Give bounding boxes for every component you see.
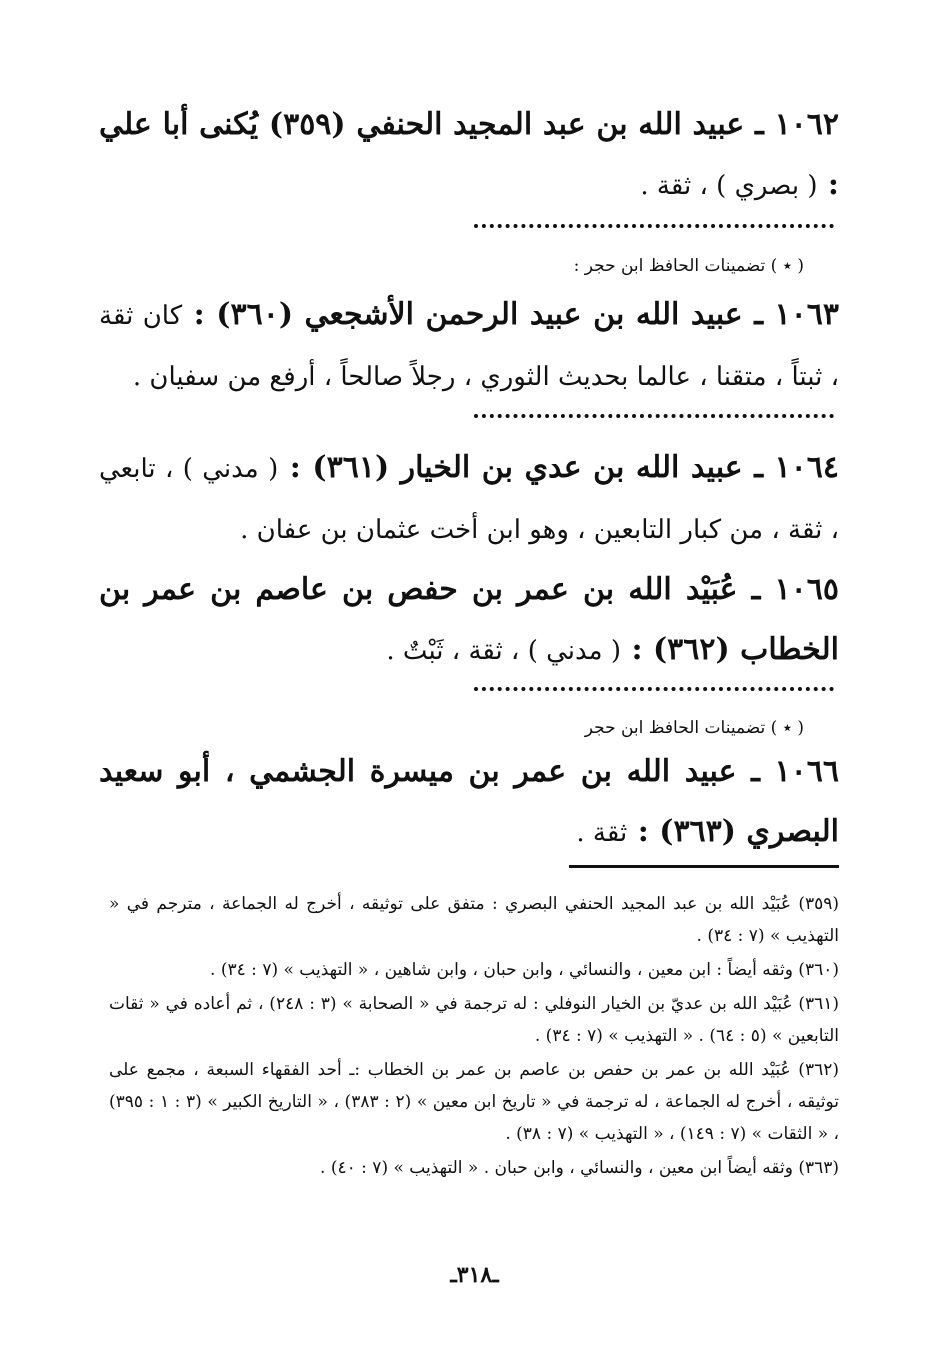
footnote-363: (٣٦٣) وثقه أيضاً ابن معين ، والنسائي ، وابن حبان . « التهذيب » (٧ : ٤٠) . xyxy=(320,1158,839,1178)
entry-text: ( بصري ) ، ثقة . xyxy=(640,171,818,201)
entry-text: ثقة . xyxy=(576,818,628,848)
editor-note-label: ( ٭ ) تضمينات الحافظ ابن حجر : xyxy=(573,256,804,276)
dotted-separator xyxy=(474,410,834,418)
entry-heading: ١٠٦٤ ـ عبيد الله بن عدي بن الخيار (٣٦١) : xyxy=(289,450,839,485)
footnote-361: (٣٦١) عُبَيْد الله بن عديّ بن الخيار النوفلي : له ترجمة في « الصحابة » (٣ : ٢٤٨) ، ثم أعاده في « ثقات التابعين » (٥ : ٦٤) . « التهذيب » (٧ : ٣٤) . xyxy=(109,994,839,1046)
entry-1064 xyxy=(99,438,839,560)
entry-text: ( مدني ) ، تابعي ، ثقة ، من كبار التابعين ، وهو ابن أخت عثمان بن عفان . xyxy=(99,454,839,545)
entry-1066 xyxy=(99,742,839,863)
entry-text: كان ثقة ، ثبتاً ، متقنا ، عالما بحديث الثوري ، رجلاً صالحاً ، أرفع من سفيان . xyxy=(99,301,839,392)
entry-text: ( مدني ) ، ثقة ، ثَبْتٌ . xyxy=(386,636,621,666)
entry-1063 xyxy=(99,285,839,407)
editor-note-label: ( ٭ ) تضمينات الحافظ ابن حجر xyxy=(584,718,804,738)
entry-1062 xyxy=(99,95,839,216)
footnote-362: (٣٦٢) عُبَيْد الله بن عمر بن حفص بن عاصم بن عمر بن الخطاب :ـ أحد الفقهاء السبعة ، مجمع على توثيقه ، أخرج له الجماعة ، له ترجمة في « تاريخ ابن معين » (٢ : ٣٨٣) ، « التاريخ الكبير » (٣ : ١ : ٣٩٥) ، « الثقات » (٧ : ١٤٩) ، « التهذيب » (٧ : ٣٨) . xyxy=(109,1060,839,1144)
footnote-360: (٣٦٠) وثقه أيضاً : ابن معين ، والنسائي ، وابن حبان ، وابن شاهين ، « التهذيب » (٧ : ٣٤) . xyxy=(210,960,839,980)
dotted-separator xyxy=(474,220,834,228)
dotted-separator xyxy=(474,683,834,691)
entry-heading: ١٠٦٦ ـ عبيد الله بن عمر بن ميسرة الجشمي ، أبو سعيد البصري (٣٦٣) : xyxy=(99,754,839,849)
footnote-359: (٣٥٩) عُبَيْد الله بن عبد المجيد الحنفي البصري : متفق على توثيقه ، أخرج له الجماعة ، مترجم في « التهذيب » (٧ : ٣٤) . xyxy=(109,894,839,946)
entry-heading: ١٠٦٢ ـ عبيد الله بن عبد المجيد الحنفي (٣٥٩) يُكنى أبا علي : xyxy=(99,107,840,202)
entry-heading: ١٠٦٥ ـ عُبَيْد الله بن عمر بن حفص بن عاصم بن عمر بن الخطاب (٣٦٢) : xyxy=(99,572,839,667)
entry-heading: ١٠٦٣ ـ عبيد الله بن عبيد الرحمن الأشجعي (٣٦٠) : xyxy=(193,297,839,332)
page-number: ـ٣١٨ـ xyxy=(450,1262,499,1288)
entry-1065 xyxy=(99,560,839,681)
footnote-separator xyxy=(569,865,839,868)
footnotes xyxy=(109,888,839,1186)
